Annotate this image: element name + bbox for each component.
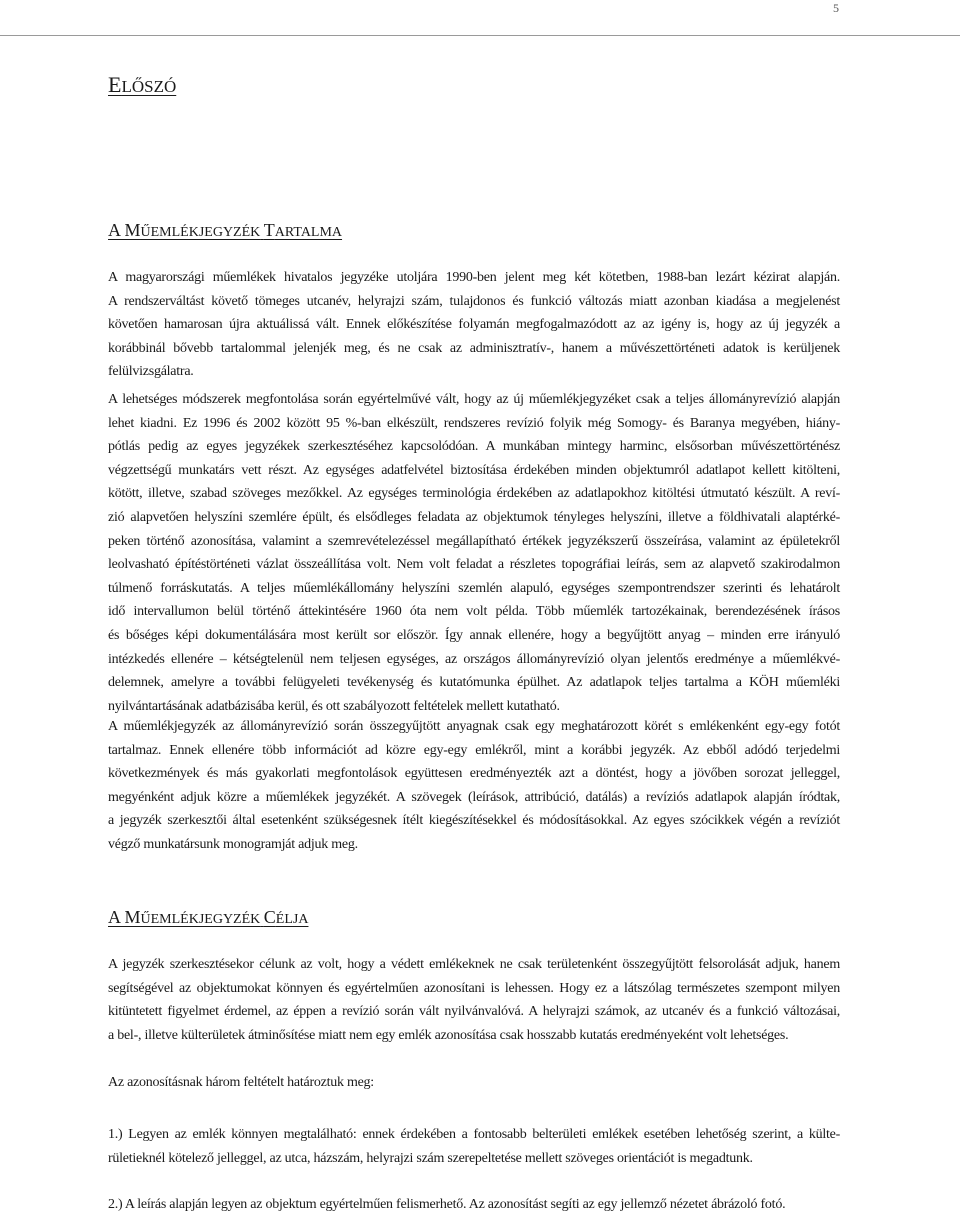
text-line: követően hamarosan újra aktuálissá vált. Ennek előkészítése folyamán megfogalmazódott az az igény is, hogy az új jegyzék a — [108, 317, 840, 333]
text-line: a jegyzék szerkesztői által esetenként szükségesnek ítélt kiegészítésekkel és módosításokkal. Az egyes szócikkek végén a revíziót — [108, 813, 840, 829]
text-line: végzettségű munkatárs vett részt. Az egységes adatfelvétel biztosítása érdekében minden objektumról adatlapot kellett kitölteni, — [108, 462, 840, 478]
text-line: intézkedés ellenére – kétségtelenül nem teljesen egységes, az országos állományrevízió olyan jelentős eredménye a műemlékvé- — [108, 651, 840, 667]
header-rule — [0, 35, 960, 36]
text-line: A lehetséges módszerek megfontolása során egyértelművé vált, hogy az új műemlékjegyzéket csak a teljes állományrevízió alapján — [108, 392, 840, 407]
text-line: kötött, illetve, szabad szöveges mezőkkel. Az egységes terminológia érdekében az adatlapokhoz kitöltési útmutató készült. A reví- — [108, 486, 840, 502]
text-line: A magyarországi műemlékek hivatalos jegyzéke utoljára 1990-ben jelent meg két kötetben, 1988-ban lezárt kézirat alapján. — [108, 270, 840, 285]
list-item-1 — [108, 1123, 840, 1170]
text-line: pótlás pedig az egyes jegyzékek szerkesztéséhez kapcsolódóan. A munkában mintegy harminc, elsősorban művészettörténész — [108, 439, 840, 455]
section-heading-contents: A MŰEMLÉKJEGYZÉK TARTALMA — [108, 220, 343, 240]
text-line: segítségével az objektumokat könnyen és egyértelműen azonosítani is lehessen. Hogy ez a látszólag természetes szempont milyen — [108, 980, 840, 996]
text-line: megyénként adjuk közre a műemlékek jegyzékét. A szövegek (leírások, attribúció, datálás) a revíziós adatlapok alapján íródtak, — [108, 789, 840, 805]
text-line: következmények és más gyakorlati megfontolások együttesen eredményezték azt a döntést, hogy a jövőben sorozat jelleggel, — [108, 766, 840, 782]
section-heading-purpose: A MŰEMLÉKJEGYZÉK CÉLJA — [108, 907, 309, 927]
text-line: túlmenő forráskutatás. A teljes műemlékállomány helyszíni szemlén alapuló, egységes szempontrendszer szerinti és lehatárolt — [108, 580, 840, 596]
text-line: nyilvántartásának adatbázisába kerül, és ott szabályozott feltételek mellett kutatható. — [108, 698, 560, 714]
text-line: és bőséges képi dokumentálására most került sor először. Így annak ellenére, hogy a begyűjtött anyag – minden erre irányuló — [108, 627, 840, 643]
text-line: kitüntetett figyelmet érdemel, az éppen a revízió során vált nyilvánvalóvá. A helyrajzi számok, az utcanév és a funkció változásai, — [108, 1004, 840, 1020]
text-line: delemnek, amelyre a további felügyeleti tevékenység és kutatómunka épülhet. Az adatlapok teljes tartalma a KÖH műemléki — [108, 675, 840, 691]
page-title: ELŐSZÓ — [108, 72, 177, 97]
page-number: 5 — [833, 1, 839, 15]
text-line: felülvizsgálatra. — [108, 364, 194, 380]
text-line: rületieknél kötelező jelleggel, az utca, házszám, helyrajzi szám szerepeltetése mellett szöveges orientációt is megadtunk. — [108, 1150, 753, 1166]
text-line: A rendszerváltást követő tömeges utcanév, helyrajzi szám, tulajdonos és funkció változás miatt azonban kiadása a megjelenést — [108, 293, 840, 309]
list-item-2 — [108, 1194, 840, 1216]
text-line: Az azonosításnak három feltételt határoztuk meg: — [108, 1075, 374, 1090]
text-line: tartalmaz. Ennek ellenére több információt ad közre egy-egy emlékről, mint a korábbi jegyzék. Az ebből adódó terjedelmi — [108, 742, 840, 758]
text-line: zió alapvetően helyszíni szemlére épült, és elsődleges feladata az objektumok tényleges helyszíni, illetve a földhivatali alaptérké- — [108, 509, 840, 525]
text-line: a bel-, illetve külterületek átminősítése miatt nem egy emlék azonosítása csak hosszabb kutatás eredményeként volt lehetséges. — [108, 1027, 789, 1043]
paragraph — [108, 953, 840, 1047]
text-line: A műemlékjegyzék az állományrevízió során összegyűjtött anyagnak csak egy meghatározott körét s emlékenként egy-egy fotót — [108, 719, 840, 734]
text-line: végző munkatársunk monogramját adjuk meg. — [108, 836, 358, 852]
text-line: lehet kiadni. Ez 1996 és 2002 között 95 %-ban elkészült, rendszeres revízió folyik még Somogy- és Baranya megyében, hiány- — [108, 415, 840, 431]
paragraph — [108, 388, 840, 718]
paragraph — [108, 715, 840, 857]
text-line: 2.) A leírás alapján legyen az objektum egyértelműen felismerhető. Az azonosítást segíti az egy jellemző nézetet ábrázoló fotó. — [108, 1197, 786, 1212]
text-line: korábbinál bővebb tartalommal jelenjék meg, és ne csak az adminisztratív-, hanem a művészettörténeti adatok is kerüljenek — [108, 340, 840, 356]
text-line: idő intervallumon belül történő áttekintésére 1960 óta nem volt példa. Több műemlék tartozékainak, berendezésének írásos — [108, 604, 840, 620]
text-line: A jegyzék szerkesztésekor célunk az volt, hogy a védett emlékeknek ne csak területenként összegyűjtött felsorolását adjuk, hanem — [108, 957, 840, 972]
text-line: leolvasható építéstörténeti vázlat összeállítása volt. Nem volt feladat a részletes topográfiai leírás, sem az alapvető szakirodalmon — [108, 557, 840, 573]
text-line: peken történő azonosítása, valamint a szemrevételezéssel megállapítható értékek jegyzékszerű összeírása, valamint az épületekről — [108, 533, 840, 549]
paragraph — [108, 266, 840, 384]
text-line: 1.) Legyen az emlék könnyen megtalálható: ennek érdekében a fontosabb belterületi emlékek esetében lehetőség szerint, a külte- — [108, 1127, 840, 1142]
paragraph — [108, 1071, 840, 1095]
